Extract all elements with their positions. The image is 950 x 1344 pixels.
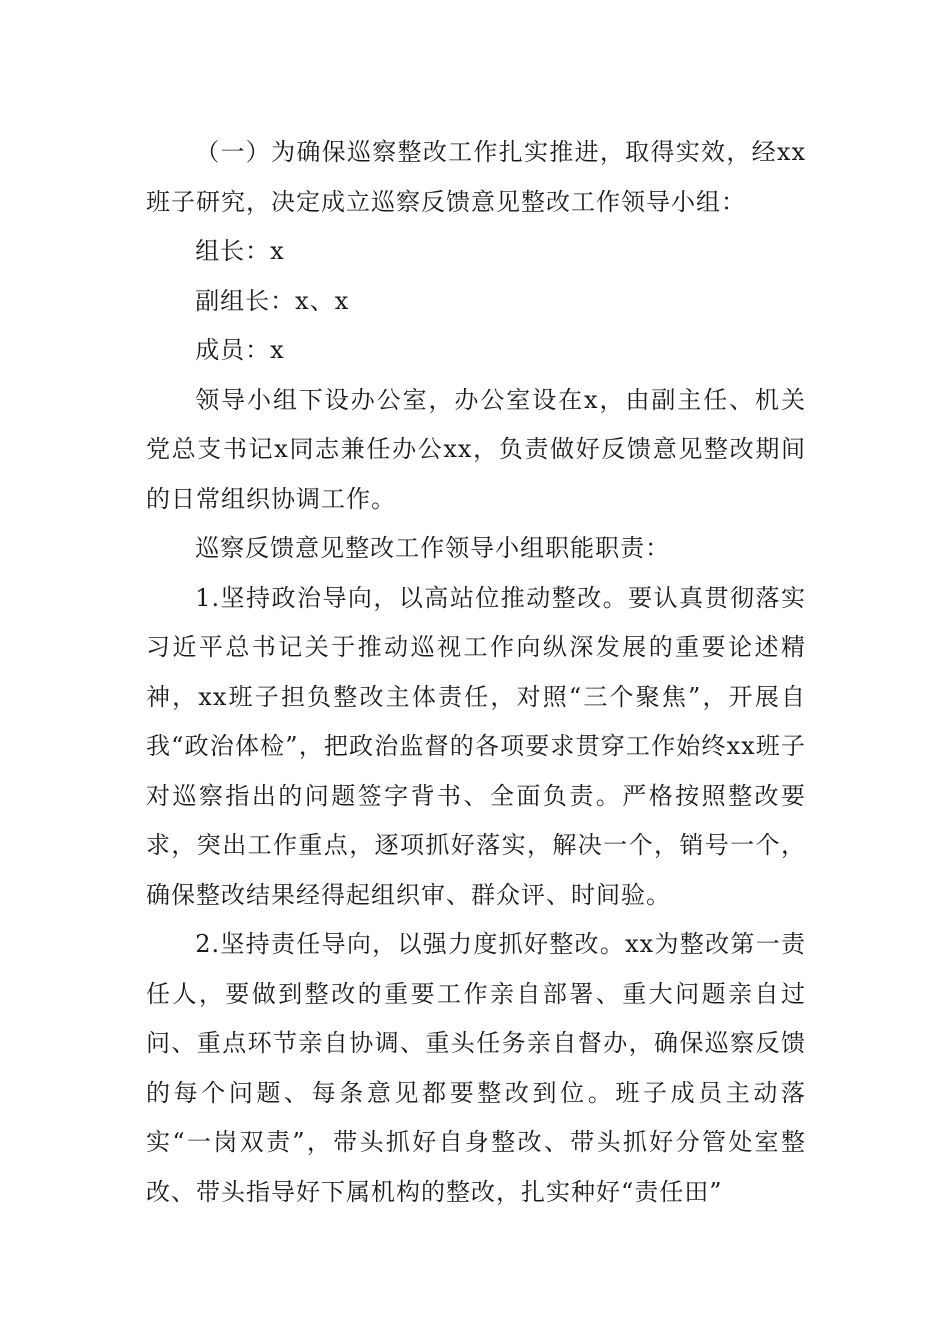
paragraph-office: 领导小组下设办公室，办公室设在x，由副主任、机关党总支书记x同志兼任办公xx，负责做好反馈意见整改期间的日常组织协调工作。 bbox=[146, 385, 806, 513]
paragraph-duty-1: 1.坚持政治导向，以高站位推动整改。要认真贯彻落实习近平总书记关于推动巡视工作向纵深发展的重要论述精神，xx班子担负整改主体责任，对照“三个聚焦”，开展自我“政治体检”，把政治监督的各项要求贯穿工作始终xx班子对巡察指出的问题签字背书、全面负责。严格按照整改要求，突出工作重点，逐项抓好落实，解决一个，销号一个，确保整改结果经得起组织审、群众评、时间验。 bbox=[146, 583, 806, 909]
paragraph-duties-heading: 巡察反馈意见整改工作领导小组职能职责： bbox=[195, 534, 671, 562]
paragraph-intro: （一）为确保巡察整改工作扎实推进，取得实效，经xx班子研究，决定成立巡察反馈意见整改工作领导小组： bbox=[146, 138, 806, 216]
paragraph-leader: 组长：x bbox=[195, 237, 285, 265]
paragraph-members: 成员：x bbox=[195, 336, 285, 364]
paragraph-duty-2: 2.坚持责任导向，以强力度抓好整改。xx为整改第一责任人，要做到整改的重要工作亲自部署、重大问题亲自过问、重点环节亲自协调、重头任务亲自督办，确保巡察反馈的每个问题、每条意见都要整改到位。班子成员主动落实“一岗双责”，带头抓好自身整改、带头抓好分管处室整改、带头指导好下属机构的整改，扎实种好“责任田” bbox=[146, 930, 806, 1206]
paragraph-deputy-leader: 副组长：x、x bbox=[195, 286, 350, 315]
document-body bbox=[146, 128, 806, 1217]
